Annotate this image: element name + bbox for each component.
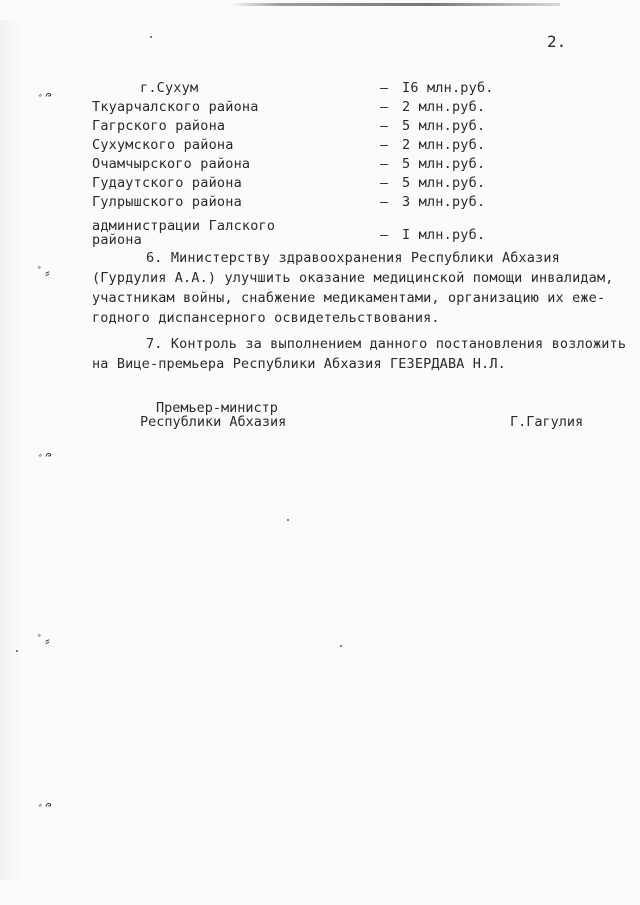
allocation-dash: –: [380, 175, 389, 191]
paragraph-7-line: 7. Контроль за выполнением данного постановления возложить: [146, 336, 627, 352]
binding-mark: ﾞ⸗: [37, 634, 52, 649]
scan-speck: [150, 36, 152, 38]
allocation-amount: 5 млн.руб.: [402, 156, 486, 172]
allocation-row: [92, 80, 492, 98]
allocation-dash: –: [380, 99, 389, 115]
binding-mark: ﾞ⸗: [37, 266, 52, 281]
allocation-row: [92, 156, 492, 174]
allocation-dash: –: [380, 118, 389, 134]
allocation-row: [92, 194, 492, 212]
allocation-amount: 5 млн.руб.: [402, 118, 486, 134]
allocation-name: г.Сухум: [140, 80, 199, 96]
allocation-amount: I млн.руб.: [402, 227, 486, 243]
paragraph-7-line: на Вице-премьера Республики Абхазия ГЕЗЕРДАВА Н.Л.: [92, 356, 506, 372]
allocation-name: [92, 219, 275, 247]
allocation-name-line2: района: [92, 232, 142, 248]
allocation-name: Гулрышского района: [92, 194, 242, 210]
scan-edge-shadow: [0, 20, 22, 880]
allocation-amount: 2 млн.руб.: [402, 137, 486, 153]
paragraph-6-line: годного диспансерного освидетельствования.: [92, 310, 440, 326]
allocation-dash: –: [380, 156, 389, 172]
scan-top-line: [230, 3, 560, 6]
signature-title-line1: Премьер-министр: [156, 400, 278, 416]
paragraph-6-line: 6. Министерству здравоохранения Республики Абхазия: [146, 250, 560, 266]
allocation-amount: 3 млн.руб.: [402, 194, 486, 210]
allocation-dash: –: [380, 80, 389, 96]
allocation-name: Гудаутского района: [92, 175, 242, 191]
scan-speck: [340, 645, 342, 647]
allocation-name: Гагрского района: [92, 118, 226, 134]
allocation-row: [92, 118, 492, 136]
allocation-dash: –: [380, 194, 389, 210]
allocation-name-line1: администрации Галского: [92, 218, 276, 234]
paragraph-6-line: участникам войны, снабжение медикаментами, организацию их еже-: [92, 290, 606, 306]
allocation-name: Ткуарчалского района: [92, 99, 259, 115]
allocation-row: [92, 218, 492, 248]
signature-title-line2: Республики Абхазия: [140, 414, 287, 430]
allocation-name: Сухумского района: [92, 137, 234, 153]
allocation-row: [92, 99, 492, 117]
binding-mark: ﾞ՞: [38, 454, 53, 469]
binding-mark: ﾞ՞: [38, 804, 53, 819]
allocation-row: [92, 137, 492, 155]
allocation-row: [92, 175, 492, 193]
binding-mark: ﾞ՞: [38, 94, 53, 109]
signature-name: Г.Гагулия: [510, 414, 584, 430]
page-number: 2.: [547, 32, 567, 51]
allocation-dash: –: [380, 137, 389, 153]
scan-speck: [287, 519, 289, 521]
paragraph-6-line: (Гурдулия А.А.) улучшить оказание медицинской помощи инвалидам,: [92, 270, 614, 286]
scan-speck: [16, 650, 18, 652]
allocation-amount: I6 млн.руб.: [402, 80, 494, 96]
allocation-name: Очамчырского района: [92, 156, 251, 172]
allocation-amount: 5 млн.руб.: [402, 175, 486, 191]
allocation-dash: –: [380, 227, 389, 243]
allocation-amount: 2 млн.руб.: [402, 99, 486, 115]
